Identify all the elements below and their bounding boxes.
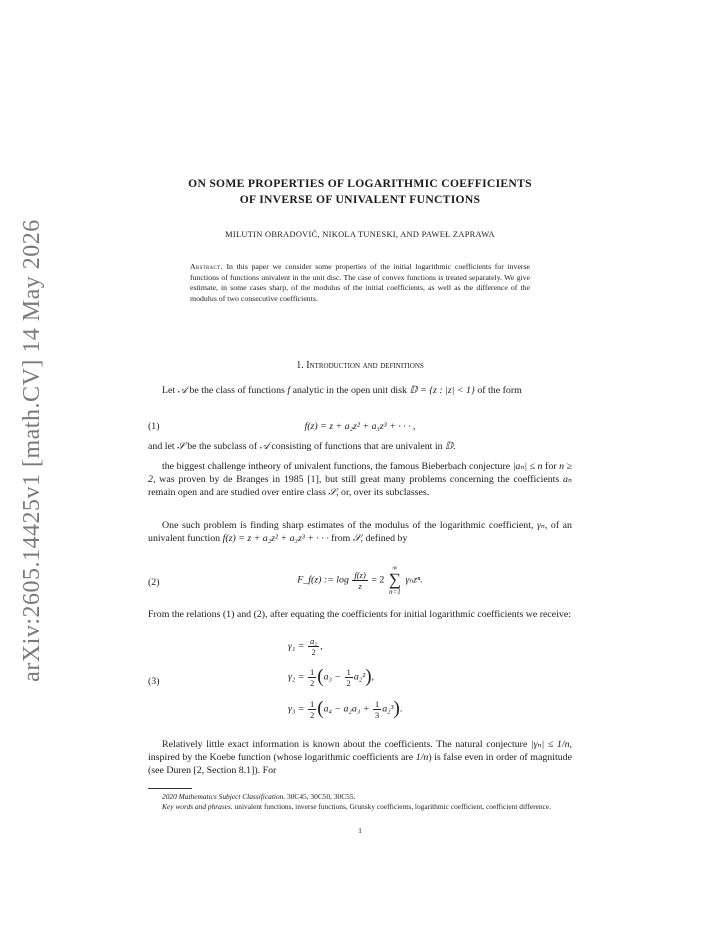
math-class-s: 𝒮 [328, 487, 337, 498]
fraction-denominator: 2 [309, 677, 315, 688]
math-inline: |aₙ| ≤ n [512, 461, 543, 472]
text-run: consisting of functions that are univalent in [268, 441, 446, 452]
math-unit-disk: 𝔻 = {z : |z| < 1} [409, 385, 475, 396]
math-class-a: 𝒜 [259, 441, 269, 452]
math-inline: |γₙ| ≤ 1/n [530, 739, 570, 750]
equation-2 [148, 564, 572, 602]
footnote-label: 2020 Mathematics Subject Classification. [162, 792, 286, 801]
paragraph-conjecture [148, 738, 572, 777]
math-inline: f(z) = z + a₂z² + a₃z³ + · · · [222, 533, 329, 544]
math-lhs: F_f(z) := log [297, 574, 349, 586]
math-inner: a₄ − a₂a₃ + [323, 703, 370, 715]
math-rhs: γₙzⁿ. [405, 574, 423, 586]
sigma-symbol: ∑ [388, 570, 401, 589]
equation-number: (3) [148, 676, 160, 687]
fraction [308, 636, 319, 657]
sum-lower-limit: n=1 [388, 588, 401, 596]
page-number: 1 [358, 826, 362, 835]
math-equals: = 2 [371, 574, 385, 586]
text-run: the biggest challenge intheory of univalent functions, the famous Bieberbach conjecture [162, 461, 513, 472]
text-run: , inspired by the Koebe function (whose logarithmic coefficients are [148, 739, 572, 763]
text-run: be the class of functions [186, 385, 288, 396]
text-run: analytic in the open unit disk [290, 385, 410, 396]
fraction [352, 570, 367, 591]
math-punct: , [371, 671, 374, 683]
math-inline: aₙ [563, 474, 572, 485]
text-run: One such problem is finding sharp estimates of the modulus of the logarithmic coefficient, [162, 520, 537, 531]
math-inline: 1/n [415, 752, 429, 763]
equation-number: (1) [148, 421, 160, 432]
footnote-text: univalent functions, inverse functions, Grunsky coefficients, logarithmic coefficient, coefficient difference. [232, 802, 551, 811]
summation [389, 564, 401, 596]
paragraph-subclass [148, 440, 572, 453]
author-list: MILUTIN OBRADOVIĆ, NIKOLA TUNESKI, AND PAWEŁ ZAPRAWA [225, 230, 495, 239]
equation-number: (2) [148, 577, 160, 588]
abstract-text: In this paper we consider some properties of the initial logarithmic coefficients for inverse functions of functions univalent in the unit disc. The case of convex functions is treated separately. We give estimate, in some cases sharp, of the modulus of the initial coefficients, as well as the difference of the modulus of two consecutive coefficients. [190, 262, 530, 303]
math-unit-disk: 𝔻 [445, 441, 454, 452]
equation-3-system [148, 636, 572, 728]
math-inner: a₃ − [323, 671, 342, 683]
paragraph-log-coefficients [148, 519, 572, 545]
abstract-label: Abstract. [190, 262, 223, 271]
math-punct: . [399, 703, 403, 715]
gamma-1-line [288, 636, 323, 657]
paragraph-relations: From the relations (1) and (2), after equating the coefficients for initial logarithmic coefficients we receive: [148, 609, 571, 620]
sum-upper-limit: ∞ [392, 564, 398, 572]
footnote-keywords [148, 802, 572, 812]
fraction-numerator: 1 [346, 666, 351, 677]
math-class-s: 𝒮 [177, 441, 185, 452]
math-inner: a₂² [353, 671, 366, 683]
fraction [373, 699, 381, 720]
math-lhs: γ₂ = [288, 671, 305, 683]
text-run: , was proven by de Branges in 1985 [1], but still great many problems concerning the coefficients [152, 474, 564, 485]
fraction-numerator: 1 [309, 666, 315, 677]
math-inline: γₙ [536, 520, 545, 531]
text-run: Relatively little exact information is known about the coefficients. The natural conjecture [162, 739, 531, 750]
text-run: of the form [474, 385, 522, 396]
math-inner: a₂³ [382, 703, 394, 715]
text-run: , or, over its subclasses. [336, 487, 430, 498]
footnote-text: 30C45, 30C50, 30C55. [285, 792, 356, 801]
math-inline: n ≥ 2 [148, 461, 573, 485]
equation-body: f(z) = z + a₂z² + a₃z³ + · · · , [304, 421, 416, 432]
fraction-denominator: 2 [346, 677, 351, 688]
fraction [308, 699, 316, 720]
fraction-numerator: f(z) [354, 569, 366, 580]
fraction [345, 667, 353, 688]
paper-title [148, 176, 572, 208]
footnote-msc [148, 792, 572, 802]
math-f: f [287, 385, 291, 396]
fraction-numerator: 1 [374, 698, 380, 709]
text-run: be the subclass of [184, 441, 260, 452]
equation-1 [148, 421, 572, 435]
abstract [190, 262, 530, 304]
paragraph-bieberbach [148, 460, 572, 499]
gamma-3-line: γ₃ = $\frac{1}{2}$ (a₄ − a₂a₃ + $\frac{1}{3}$ a₂³). [288, 698, 403, 720]
fraction-denominator: 2 [311, 647, 316, 657]
math-punct: , [320, 640, 323, 652]
text-run: from [328, 533, 353, 544]
text-run: , defined by [360, 533, 408, 544]
math-class-s: 𝒮 [352, 533, 361, 544]
fraction-numerator: 1 [309, 698, 315, 709]
fraction-denominator: 2 [309, 709, 315, 720]
equation-body [148, 564, 572, 596]
text-run: Let [162, 385, 178, 396]
footnote-label: Key words and phrases. [162, 802, 233, 811]
gamma-2-line: γ₂ = $\frac{1}{2}$ (a₃ − $\frac{1}{2}$ a₂²), [288, 666, 374, 688]
math-class-a: 𝒜 [177, 385, 187, 396]
title-line-1: ON SOME PROPERTIES OF LOGARITHMIC COEFFICIENTS [188, 177, 532, 190]
math-lhs: γ₃ = [288, 703, 305, 715]
fraction [308, 667, 316, 688]
section-heading: 1. Introduction and definitions [296, 360, 424, 371]
footnote-rule [148, 788, 192, 789]
fraction-numerator: a₂ [309, 636, 318, 646]
arxiv-identifier-stamp [10, 218, 54, 682]
text-run: remain open and are studied over entire class [148, 487, 329, 498]
paragraph-intro [148, 384, 572, 397]
arxiv-stamp-text: arXiv:2605.14425v1 [math.CV] 14 May 2026 [18, 218, 45, 682]
math-lhs: γ₁ = [288, 640, 305, 652]
text-run: for [542, 461, 560, 472]
title-line-2: OF INVERSE OF UNIVALENT FUNCTIONS [239, 193, 481, 206]
fraction-denominator: z [358, 580, 362, 591]
fraction-denominator: 3 [374, 709, 380, 720]
text-run: , of an univalent function [148, 520, 572, 544]
text-run: ) is false even in order of magnitude (see Duren [2, Section 8.1]). For [148, 752, 572, 776]
text-run: . [453, 441, 456, 452]
text-run: and let [148, 441, 178, 452]
